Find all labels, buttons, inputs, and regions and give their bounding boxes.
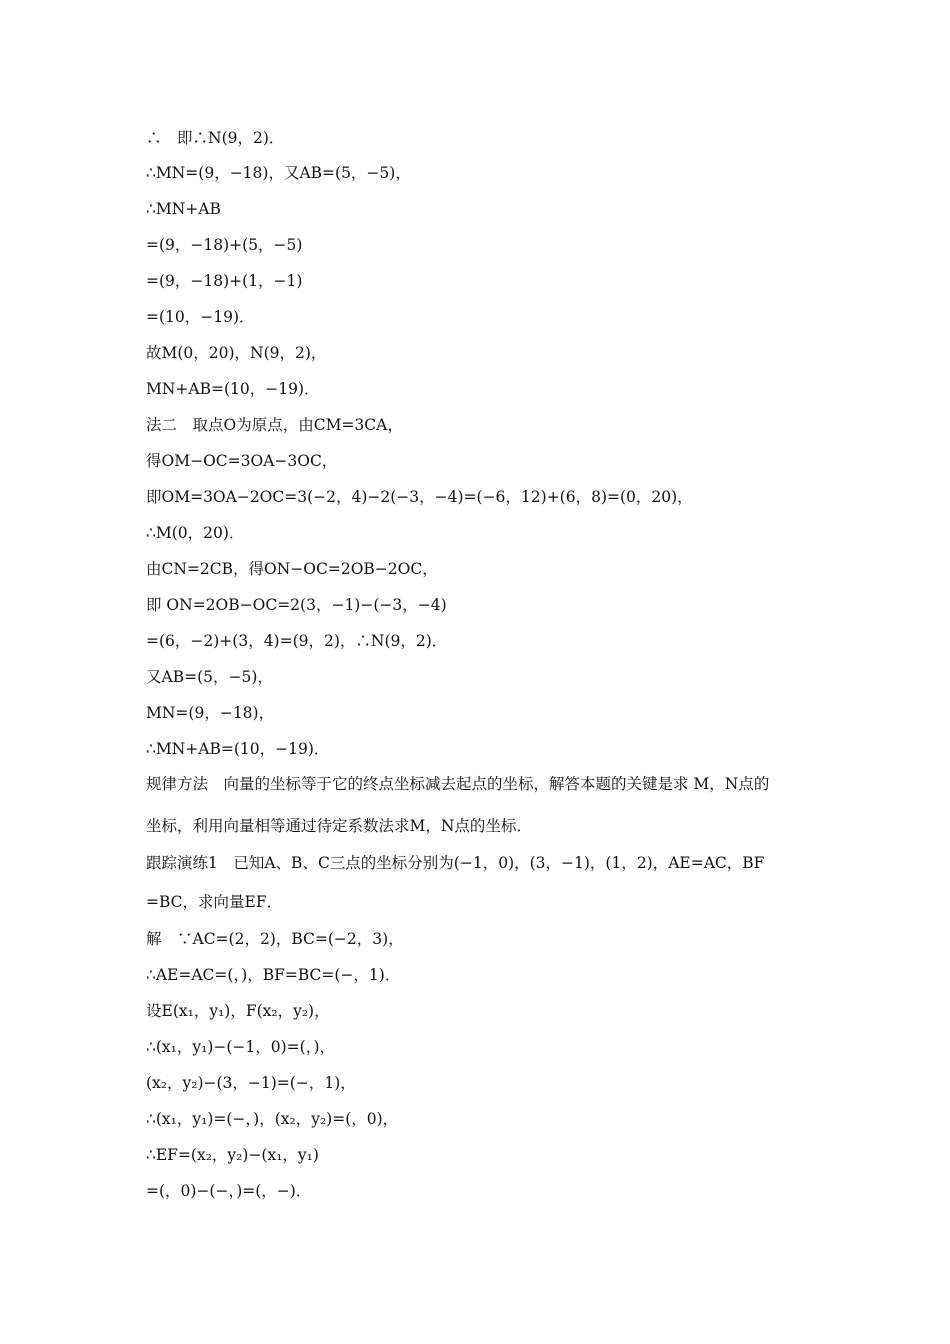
text-line-8: MN+AB=(10，−19)． <box>146 380 320 398</box>
text-line-10: 得OM−OC=3OA−3OC， <box>146 452 338 470</box>
text-line-17: MN=(9，−18)， <box>146 704 275 722</box>
text-line-7: 故M(0，20)，N(9，2)， <box>146 344 327 362</box>
text-line-4: =(9，−18)+(5，−5) <box>146 236 303 254</box>
text-line-2: ∴MN=(9，−18)，又AB=(5，−5)， <box>146 164 411 182</box>
text-line-29: ∴EF=(x₂，y₂)−(x₁，y₁) <box>146 1146 319 1164</box>
text-line-27: (x₂，y₂)−(3，−1)=(−，1)， <box>146 1074 356 1092</box>
text-line-13: 由CN=2CB，得ON−OC=2OB−2OC， <box>146 560 438 578</box>
text-line-20: 坐标，利用向量相等通过待定系数法求M，N点的坐标． <box>146 817 532 835</box>
text-line-23: 解 ∵AC=(2，2)，BC=(−2，3)， <box>146 930 404 948</box>
text-line-3: ∴MN+AB <box>146 200 221 218</box>
text-line-1: ∴ 即∴N(9，2)． <box>146 129 285 147</box>
text-line-6: =(10，−19)． <box>146 308 255 326</box>
text-line-11: 即OM=3OA−2OC=3(−2，4)−2(−3，−4)=(−6，12)+(6，8)=(0，20)， <box>146 488 693 506</box>
text-line-12: ∴M(0，20)． <box>146 524 245 542</box>
text-line-19: 规律方法 向量的坐标等于它的终点坐标减去起点的坐标，解答本题的关键是求 M，N点的 <box>146 775 770 793</box>
text-line-16: 又AB=(5，−5)， <box>146 668 273 686</box>
text-line-21: 跟踪演练1 已知A、B、C三点的坐标分别为(−1，0)，(3，−1)，(1，2)，AE=AC，BF <box>146 854 765 872</box>
text-line-18: ∴MN+AB=(10，−19)． <box>146 740 330 758</box>
text-line-25: 设E(x₁，y₁)，F(x₂，y₂)， <box>146 1002 330 1020</box>
text-line-9: 法二 取点O为原点，由CM=3CA， <box>146 416 403 434</box>
text-line-14: 即 ON=2OB−OC=2(3，−1)−(−3，−4) <box>146 596 447 614</box>
text-line-22: =BC，求向量EF． <box>146 893 283 911</box>
text-line-15: =(6，−2)+(3，4)=(9，2)，∴N(9，2)． <box>146 632 448 650</box>
text-line-26: ∴(x₁，y₁)−(−1，0)=(，)， <box>146 1038 336 1056</box>
text-line-30: =(，0)−(−，)=(，−)． <box>146 1182 312 1200</box>
text-line-28: ∴(x₁，y₁)=(−，)，(x₂，y₂)=(，0)， <box>146 1110 399 1128</box>
text-line-5: =(9，−18)+(1，−1) <box>146 272 303 290</box>
text-line-24: ∴AE=AC=(，)，BF=BC=(−，1)． <box>146 966 401 984</box>
